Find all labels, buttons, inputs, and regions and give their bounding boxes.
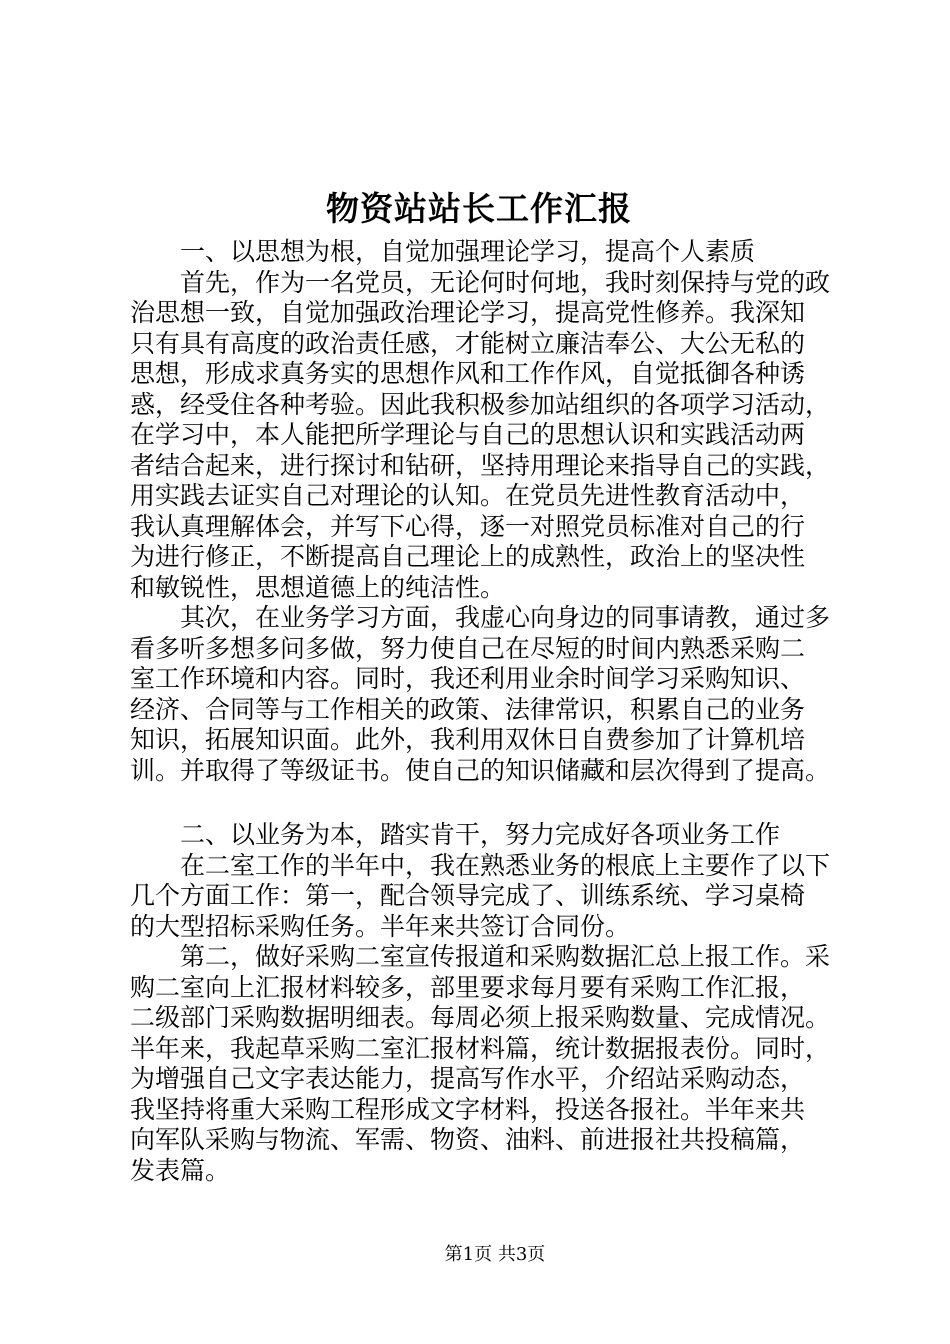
text-line: 第二，做好采购二室宣传报道和采购数据汇总上报工作。采 [130,942,831,971]
text-line: 知识，拓展知识面。此外，我利用双休日自费参加了计算机培 [130,725,806,754]
text-line: 购二室向上汇报材料较多，部里要求每月要有采购工作汇报， [130,972,806,1002]
text-line: 用实践去证实自己对理论的认知。在党员先进性教育活动中， [130,481,806,510]
text-line: 二级部门采购数据明细表。每周必须上报采购数量、完成情况。 [130,1003,831,1032]
text-line: 一、以思想为根，自觉加强理论学习，提高个人素质 [130,237,756,266]
text-line: 只有具有高度的政治责任感，才能树立廉洁奉公、大公无私的 [130,328,806,358]
blank-line [130,786,860,820]
text-line: 我坚持将重大采购工程形成文字材料，投送各报社。半年来共 [130,1094,806,1124]
text-line: 在二室工作的半年中，我在熟悉业务的根底上主要作了以下 [130,850,831,880]
text-line: 和敏锐性，思想道德上的纯洁性。 [130,572,506,602]
text-line: 首先，作为一名党员，无论何时何地，我时刻保持与党的政 [130,267,831,297]
text-line: 治思想一致，自觉加强政治理论学习，提高党性修养。我深知 [130,298,806,327]
text-line: 思想，形成求真务实的思想作风和工作作风，自觉抵御各种诱 [130,359,806,388]
text-line: 在学习中，本人能把所学理论与自己的思想认识和实践活动两 [130,420,806,449]
document-body [130,237,860,1186]
text-line: 为增强自己文字表达能力，提高写作水平，介绍站采购动态， [130,1064,806,1093]
text-line: 我认真理解体会，并写下心得，逐一对照党员标准对自己的行 [130,511,806,541]
document-title: 物资站站长工作汇报 [326,189,632,228]
text-line: 的大型招标采购任务。半年来共签订合同份。 [130,911,631,941]
text-line: 室工作环境和内容。同时，我还利用业余时间学习采购知识、 [130,664,806,693]
text-line: 几个方面工作：第一，配合领导完成了、训练系统、学习桌椅 [130,881,806,910]
text-line: 半年来，我起草采购二室汇报材料篇，统计数据报表份。同时， [130,1033,831,1063]
text-line: 发表篇。 [130,1155,231,1185]
text-line: 看多听多想多问多做，努力使自己在尽短的时间内熟悉采购二 [130,633,806,663]
text-line: 为进行修正，不断提高自己理论上的成熟性，政治上的坚决性 [130,542,806,571]
text-line: 者结合起来，进行探讨和钻研，坚持用理论来指导自己的实践， [130,450,831,480]
text-line: 惑，经受住各种考验。因此我积极参加站组织的各项学习活动， [130,389,831,419]
text-line: 向军队采购与物流、军需、物资、油料、前进报社共投稿篇， [130,1125,806,1154]
page-footer: 第1页 共3页 [444,1244,546,1265]
text-line: 二、以业务为本，踏实肯干，努力完成好各项业务工作 [130,820,781,849]
text-line: 经济、合同等与工作相关的政策、法律常识，积累自己的业务 [130,694,806,724]
text-line: 训。并取得了等级证书。使自己的知识储藏和层次得到了提高。 [130,755,831,785]
text-line: 其次，在业务学习方面，我虚心向身边的同事请教，通过多 [130,603,831,632]
